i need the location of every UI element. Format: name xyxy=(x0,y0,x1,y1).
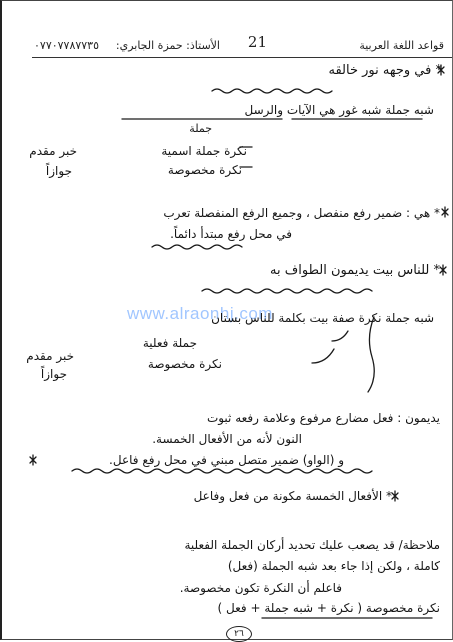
section4-line2: النون لأنه من الأفعال الخمسة. xyxy=(152,432,302,446)
star-3 xyxy=(440,265,446,275)
note-line3: فاعلم أن النكرة تكون مخصوصة. xyxy=(179,581,342,595)
star-2 xyxy=(442,207,448,217)
squiggle-2 xyxy=(152,245,242,249)
section4-line3: و (الواو) ضمير متصل مبني في محل رفع فاعل. xyxy=(109,453,344,467)
squiggle-3 xyxy=(202,289,372,293)
section3-parse-line: شبه جملة نكرة صفة بيت بكلمة للناس بستان xyxy=(211,311,434,325)
section3-label-makhsusa: نكرة مخصوصة xyxy=(147,357,222,371)
watermark-url: www.alraonhj.com xyxy=(127,304,273,323)
footer-page-number: ٢٦ xyxy=(226,626,252,642)
squiggle-1 xyxy=(212,89,332,93)
teacher-name: الأستاذ: حمزة الجابري: xyxy=(115,39,220,52)
note-line4: نكرة مخصوصة ( نكرة + شبه جملة + فعل ) xyxy=(217,601,440,615)
section4-line1: يديمون : فعل مضارع مرفوع وعلامة رفعه ثبوت xyxy=(206,411,440,425)
star-5 xyxy=(392,491,398,501)
section2-line1: * هي : ضمير رفع منفصل ، وجميع الرفع المنفصلة تعرب xyxy=(163,206,440,220)
note-line1: ملاحظة/ قد يصعب عليك تحديد أركان الجملة الفعلية xyxy=(184,538,440,552)
section1-label-jumla: جملة xyxy=(189,122,212,135)
star-4 xyxy=(30,455,36,465)
squiggle-4 xyxy=(72,469,372,473)
section1-title: * في وجهه نور خالقه xyxy=(328,63,442,78)
arrow-4 xyxy=(312,349,334,363)
section1-label-nakira-makhsusa: نكرة مخصوصة xyxy=(167,163,242,177)
section3-label-khabar: خبر مقدم xyxy=(26,349,74,363)
subject-title: قواعد اللغة العربية xyxy=(359,39,444,52)
header-page-number: 21 xyxy=(247,33,267,51)
note-line2: كاملة ، ولكن إذا جاء بعد شبه الجملة (فعل) xyxy=(227,559,440,573)
section3-label-fiiliya: جملة فعلية xyxy=(142,336,197,350)
section1-label-nakira-ismiya: نكرة جملة اسمية xyxy=(161,144,247,158)
section3-title: * للناس بيت يديمون الطواف به xyxy=(270,263,440,278)
handwriting-marks xyxy=(2,1,453,641)
section5-line1: * الأفعال الخمسة مكونة من فعل وفاعل xyxy=(193,489,392,503)
star-1 xyxy=(438,65,444,75)
section2-line2: في محل رفع مبتدأ دائماً. xyxy=(170,227,292,241)
brace-3 xyxy=(368,317,374,392)
section1-label-khabar: خبر مقدم xyxy=(29,144,77,158)
section1-label-jawazan: جوازاً xyxy=(45,164,72,178)
section3-label-jawazan: جوازاً xyxy=(40,367,67,381)
section1-parse-line: شبه جملة شبه غور هي الآيات والرسل xyxy=(244,103,434,117)
arrow-3 xyxy=(332,331,348,341)
teacher-phone: ٠٧٧٠٧٧٨٧٧٣٥ xyxy=(34,39,99,52)
